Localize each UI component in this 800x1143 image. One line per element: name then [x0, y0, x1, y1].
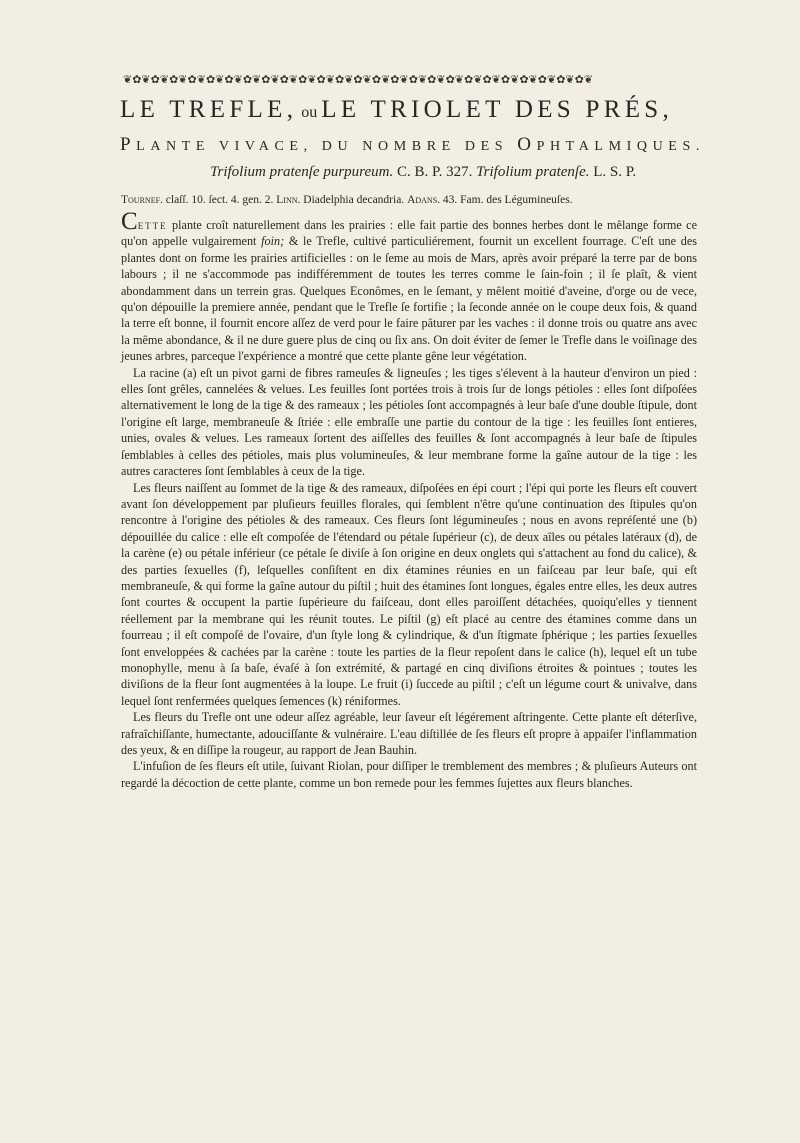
paragraph-4: Les fleurs du Trefle ont une odeur aſſez agréable, leur ſaveur eſt légérement aſtringente. Cette plante eſt déterſive, rafraîchiſſante, humectante, adouciſſante & vulnéraire. L'eau diſtillée de ſes fleurs eſt propre à appaiſer l'inflammation des yeux, & en diſſipe la rougeur, au rapport de Jean Bauhin. — [121, 710, 697, 757]
paragraph-1 — [121, 208, 697, 365]
title-ou: ou — [297, 104, 322, 121]
paragraph-3: Les fleurs naiſſent au ſommet de la tige & des rameaux, diſpoſées en épi court ; l'épi qui porte les fleurs eſt couvert avant ſon développement par pluſieurs feuilles florales, qui ſemblent n'être qu'une continuation des ſtipules qu'on rencontre à l'origine des pétioles & des rameaux. Ces fleurs ſont légumineuſes ; nous en avons repréſenté une (b) dépouillée du calice : elle eſt compoſée de l'étendard ou pétale ſupérieur (c), de deux aîles ou pétales latéraux (d), de la carène (e) ou pétale inférieur (ce pétale ſe diviſe à ſon origine en deux onglets qui s'attachent au fond du calice), & des parties ſexuelles (f), leſquelles conſiſtent en dix étamines réunies en un faiſceau par leur baſe, qui eſt membraneuſe, & qui forme la gaîne autour du piſtil ; huit des étamines ſont longues, égales entre elles, les deux autres ſont courtes & occupent la partie ſupérieure du faiſceau, dont elles paroiſſent détachées, quoiqu'elles y tiennent réellement par la membrane qui les réunit toutes. Le piſtil (g) eſt placé au centre des étamines comme dans un fourreau ; il eſt compoſé de l'ovaire, d'un ſtyle long & cylindrique, & d'un ſtigmate ſphérique ; les parties ſexuelles ſont enveloppées & cachées par la carène : toute les parties de la fleur repoſent dans le calice (h), lequel eſt un tube monophylle, menu à ſa baſe, évaſé à ſon extrémité, & partagé en cinq diviſions étroites & pointues ; toutes les diviſions de la fleur ſont augmentées à la loupe. Le fruit (i) ſuccede au piſtil ; c'eſt un légume court & univalve, dans lequel ſont renfermées quelques ſemences (k) réniformes. — [121, 480, 697, 708]
synonym-2-ref: L. S. P. — [589, 164, 637, 180]
synonym-1-latin: Trifolium pratenſe purpureum. — [210, 164, 394, 180]
subtitle-rest-2: PHTALMIQUES. — [536, 139, 705, 154]
page-subtitle — [120, 134, 705, 156]
classification-line — [121, 194, 701, 206]
subtitle-rest-1: LANTE VIVACE, DU NOMBRE DES — [136, 139, 518, 154]
synonym-2-latin: Trifolium pratenſe. — [476, 164, 590, 180]
title-part-a: LE TREFLE, — [120, 96, 298, 123]
drop-cap: C — [121, 208, 138, 235]
classif-adans-text: 43. Fam. des Légumineuſes. — [440, 194, 573, 206]
title-part-b: LE TRIOLET DES PRÉS, — [321, 96, 674, 123]
paragraph-1-a: plante croît naturellement dans les prairies : elle fait partie des bonnes herbes dont le mêlange forme ce qu'on appelle vulgairement — [121, 218, 697, 249]
paragraph-1-foin: foin; — [261, 234, 285, 249]
classif-tournef-text: claſſ. 10. ſect. 4. gen. 2. — [162, 194, 277, 206]
ornament-band — [123, 71, 689, 89]
lead-word: ette — [137, 218, 168, 232]
paragraph-1-b: & le Trefle, cultivé particuliérement, fournit un excellent fourrage. C'eſt une des plantes dont on forme les prairies artificielles : on le ſeme au mois de Mars, après avoir préparé la terre par de bons labours ; il ne s'accommode pas indifféremment de toutes les terres comme le ſain-foin ; il ſe plaît, & vient abondamment dans un terrein gras. Quelques Econômes, en le ſemant, y mêlent moitié d'aveine, d'orge ou de vece, qu'on dépouille la premiere année, pendant que le Trefle ſe fortifie ; la ſeconde année on le coupe deux fois, & quand la terre eſt bonne, il fournit encore aſſez de verd pour le faire pâturer par les vaches : il donne trois ou quatre ans avec la même abondance, & il ne dure guere plus de cinq ou ſix ans. On doit éviter de ſemer le Trefle dans le voiſinage des jeunes arbres, parceque l'expérience a montré que cette plante gêne leur végétation. — [121, 234, 697, 364]
ornament-glyphs: ❦✿❦✿❦✿❦✿❦✿❦✿❦✿❦✿❦✿❦✿❦✿❦✿❦✿❦✿❦✿❦✿❦✿❦✿❦✿❦✿❦✿❦✿❦✿❦✿❦✿❦ — [123, 73, 594, 86]
page-title — [120, 96, 700, 124]
subtitle-cap-2: O — [517, 134, 537, 155]
synonyms-line — [210, 164, 640, 181]
classif-tournef: Tournef. — [121, 194, 163, 206]
synonym-1-ref: C. B. P. 327. — [393, 164, 477, 180]
subtitle-cap-1: P — [120, 134, 137, 155]
body-text — [121, 208, 697, 791]
paragraph-5: L'infuſion de ſes fleurs eſt utile, ſuivant Riolan, pour diſſiper le tremblement des membres ; & pluſieurs Auteurs ont regardé la décoction de cette plante, comme un bon remede pour les femmes ſujettes aux fleurs blanches. — [121, 759, 697, 790]
classif-linn: Linn. — [276, 194, 301, 206]
classif-linn-text: Diadelphia decandria. — [300, 194, 408, 206]
paragraph-2: La racine (a) eſt un pivot garni de fibres rameuſes & ligneuſes ; les tiges s'élevent à la hauteur d'environ un pied : elles ſont grêles, cannelées & velues. Les feuilles ſont portées trois à trois ſur de longs pétioles : elles ſont diſpoſées alternativement le long de la tige & des rameaux ; les pétioles ſont accompagnés à leur baſe d'une double ſtipule, dont l'origine eſt large, membraneuſe & ſtriée : elle embraſſe une partie du contour de la tige : les feuilles ſont entieres, unies, ovales & velues. Les rameaux ſortent des aiſſelles des feuilles & ſont accompagnés à leur baſe de ſtipules ſemblables à celles des pétioles, mais plus volumineuſes, & leur membrane forme la gaîne autour de la tige : les autres caracteres ſont ſemblables à ceux de la tige. — [121, 365, 697, 479]
classif-adans: Adans. — [407, 194, 441, 206]
